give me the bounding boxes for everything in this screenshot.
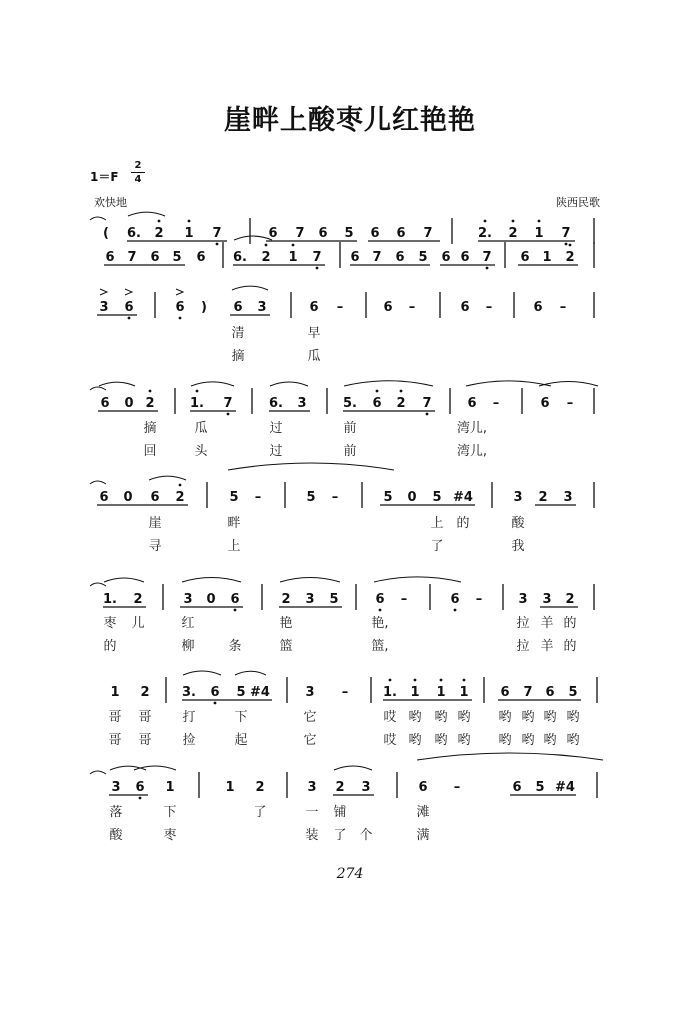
lyric-syllable: 条 [228, 639, 242, 654]
note: 6 [309, 300, 319, 315]
slur-arc [128, 212, 165, 216]
lyric-syllable: 畔 [227, 516, 241, 531]
note: 7 [127, 250, 137, 265]
slur-arc [417, 753, 603, 760]
lyric-syllable: 篮 [279, 639, 293, 654]
note: 6 [467, 396, 477, 411]
octave-dot-below [316, 267, 319, 270]
note: 1. [383, 685, 397, 700]
note: 7 [482, 250, 492, 265]
note: 5 [236, 685, 246, 700]
slur-arc [234, 236, 272, 240]
note: 3 [361, 780, 371, 795]
lyric-syllable: 了 [253, 805, 267, 820]
note: 1 [436, 685, 446, 700]
note: 7 [295, 226, 305, 241]
slur-arc [466, 381, 551, 386]
note: 5 [172, 250, 182, 265]
song-title: 崖畔上酸枣儿红艳艳 [224, 105, 476, 136]
pickup-tie [90, 217, 106, 220]
note: 6 [372, 396, 382, 411]
note: 6 [512, 780, 522, 795]
lyric-syllable: 上 [227, 539, 241, 554]
note: 6 [460, 300, 470, 315]
lyric-syllable: 哟 [543, 733, 557, 748]
slur-arc [99, 382, 135, 386]
slur-arc [374, 577, 461, 582]
octave-dot-above [414, 679, 417, 682]
lyric-syllable: 哟 [566, 710, 580, 725]
lyric-syllable: 湾儿, [456, 444, 488, 459]
note: 3 [563, 490, 573, 505]
pickup-tie [90, 481, 106, 484]
slur-arc [191, 382, 234, 386]
page-number: 274 [336, 866, 364, 882]
lyric-syllable: 儿 [131, 616, 145, 631]
octave-dot-above [484, 220, 487, 223]
lyric-syllable: 头 [194, 444, 208, 459]
note: 2 [261, 250, 271, 265]
note: 1. [190, 396, 204, 411]
tempo-marking: 欢快地 [94, 196, 127, 209]
lyric-syllable: 枣 [103, 616, 117, 631]
note: 5 [535, 780, 545, 795]
note: 2 [538, 490, 548, 505]
note: 1 [459, 685, 469, 700]
note: 5 [418, 250, 428, 265]
lyric-syllable: 它 [303, 710, 317, 725]
lyric-syllable: 哟 [408, 733, 422, 748]
lyric-syllable: 哎 [383, 710, 397, 725]
lyric-syllable: 打 [182, 710, 196, 725]
note: 2 [255, 780, 265, 795]
octave-dot-below [486, 267, 489, 270]
accent-mark [125, 289, 132, 295]
note: – [453, 780, 461, 795]
lyric-syllable: 过 [269, 421, 283, 436]
note: 6 [318, 226, 328, 241]
octave-dot-below [227, 413, 230, 416]
lyric-syllable: 哟 [408, 710, 422, 725]
lyric-syllable: 下 [163, 805, 177, 820]
lyric-syllable: 上 [430, 516, 444, 531]
note: – [336, 300, 344, 315]
lyric-syllable: 摘 [143, 421, 157, 436]
lyric-syllable: 一 [305, 805, 319, 820]
note: 5 [229, 490, 239, 505]
note: 6 [396, 226, 406, 241]
note: 6 [124, 300, 134, 315]
note: – [331, 490, 339, 505]
lyric-syllable: 篮, [371, 639, 389, 654]
note: 7 [223, 396, 233, 411]
note: 1 [410, 685, 420, 700]
lyric-syllable: 捡 [182, 733, 196, 748]
lyric-syllable: 哟 [521, 733, 535, 748]
slur-arc [334, 766, 372, 770]
note: 6 [233, 300, 243, 315]
octave-dot-above [400, 390, 403, 393]
lyric-syllable: 湾儿, [456, 421, 488, 436]
lyric-syllable: 清 [231, 326, 245, 341]
note: 2 [140, 685, 150, 700]
time-signature-bottom: 4 [134, 174, 142, 185]
accent-mark [176, 289, 183, 295]
octave-dot-below [426, 413, 429, 416]
note: 6 [441, 250, 451, 265]
note: 6 [150, 250, 160, 265]
note: – [341, 685, 349, 700]
lyric-syllable: 哥 [138, 733, 152, 748]
note: 6 [100, 396, 110, 411]
lyric-syllable: 哟 [457, 733, 471, 748]
lyric-syllable: 寻 [148, 539, 162, 554]
slur-arc [344, 381, 433, 386]
lyric-syllable: 哟 [521, 710, 535, 725]
note: 6 [500, 685, 510, 700]
note: 3 [307, 780, 317, 795]
note: 5 [383, 490, 393, 505]
note: 2 [396, 396, 406, 411]
note: 3 [518, 592, 528, 607]
slur-arc [270, 382, 308, 386]
note: 6 [350, 250, 360, 265]
note: 7 [422, 396, 432, 411]
time-signature-top: 2 [134, 160, 142, 171]
octave-dot-above [440, 679, 443, 682]
slur-arc [183, 671, 221, 675]
slur-arc [149, 476, 186, 480]
lyric-syllable: 滩 [416, 805, 430, 820]
note: 6 [540, 396, 550, 411]
note: 3 [542, 592, 552, 607]
lyric-syllable: 哟 [498, 733, 512, 748]
note: – [475, 592, 483, 607]
octave-dot-above [569, 244, 572, 247]
lyric-syllable: 它 [303, 733, 317, 748]
octave-dot-above [179, 484, 182, 487]
note: 6. [269, 396, 283, 411]
lyric-syllable: 哎 [383, 733, 397, 748]
note: 7 [212, 226, 222, 241]
note: 6 [196, 250, 206, 265]
slur-arc [182, 578, 241, 582]
note: 7 [523, 685, 533, 700]
note: – [566, 396, 574, 411]
note: 6 [418, 780, 428, 795]
octave-dot-above [376, 390, 379, 393]
lyric-syllable: 前 [343, 421, 357, 436]
lyric-syllable: 的 [563, 616, 577, 631]
octave-dot-below [179, 317, 182, 320]
note: 2 [145, 396, 155, 411]
note: 3 [257, 300, 267, 315]
lyric-syllable: 红 [181, 616, 195, 631]
lyric-syllable: 了 [333, 828, 347, 843]
note: 6 [450, 592, 460, 607]
note: 5 [344, 226, 354, 241]
lyric-syllable: 艳 [279, 616, 293, 631]
lyric-syllable: 酸 [511, 516, 525, 531]
note: #4 [555, 780, 575, 795]
pickup-tie [90, 583, 106, 586]
slur-arc [232, 286, 268, 290]
note: 1 [110, 685, 120, 700]
lyric-syllable: 哟 [457, 710, 471, 725]
note: 2 [154, 226, 164, 241]
lyric-syllable: 酸 [109, 828, 123, 843]
note: 3. [182, 685, 196, 700]
lyric-syllable: 哟 [498, 710, 512, 725]
lyric-syllable: 铺 [333, 805, 347, 820]
note: 0 [407, 490, 417, 505]
slur-arc [104, 578, 144, 582]
note: – [254, 490, 262, 505]
lyric-syllable: 的 [103, 639, 117, 654]
octave-dot-below [234, 609, 237, 612]
key-signature: 1＝F [90, 170, 119, 184]
octave-dot-below [216, 243, 219, 246]
lyric-syllable: 回 [143, 444, 157, 459]
lyric-syllable: 哟 [434, 733, 448, 748]
note: 0 [123, 490, 133, 505]
octave-dot-above [149, 390, 152, 393]
note: 5 [306, 490, 316, 505]
note: 2 [508, 226, 518, 241]
lyric-syllable: 瓜 [307, 349, 321, 364]
note: 2 [565, 592, 575, 607]
note: 6 [230, 592, 240, 607]
note: 2 [175, 490, 185, 505]
note: 1 [225, 780, 235, 795]
lyric-syllable: 起 [234, 733, 248, 748]
note: 6 [175, 300, 185, 315]
lyric-syllable: 柳 [181, 639, 195, 654]
note: 6 [520, 250, 530, 265]
note: 6 [135, 780, 145, 795]
note: 6 [375, 592, 385, 607]
lyric-syllable: 拉 [516, 616, 530, 631]
octave-dot-below [128, 317, 131, 320]
note: 3 [183, 592, 193, 607]
note: 2 [335, 780, 345, 795]
octave-dot-above [265, 244, 268, 247]
lyric-syllable: 的 [456, 516, 470, 531]
note: 2 [133, 592, 143, 607]
octave-dot-above [512, 220, 515, 223]
lyric-syllable: 的 [563, 639, 577, 654]
lyric-syllable: 哥 [108, 710, 122, 725]
slur-arc [134, 766, 176, 770]
note: 1 [165, 780, 175, 795]
octave-dot-below [214, 702, 217, 705]
lyric-syllable: 哟 [434, 710, 448, 725]
note: – [400, 592, 408, 607]
pickup-tie [90, 771, 106, 774]
note: 1 [184, 226, 194, 241]
song-origin: 陕西民歌 [556, 196, 600, 209]
slur-arc [228, 463, 394, 470]
lyric-syllable: 过 [269, 444, 283, 459]
note: #4 [453, 490, 473, 505]
octave-dot-above [158, 220, 161, 223]
note: 3 [305, 592, 315, 607]
note: 2 [281, 592, 291, 607]
lyric-syllable: 拉 [516, 639, 530, 654]
octave-dot-above [463, 679, 466, 682]
note: 7 [561, 226, 571, 241]
octave-dot-above [292, 244, 295, 247]
note: – [492, 396, 500, 411]
lyric-syllable: 瓜 [194, 421, 208, 436]
note: 7 [372, 250, 382, 265]
note: 3 [513, 490, 523, 505]
note: 6 [545, 685, 555, 700]
note: – [408, 300, 416, 315]
lyric-syllable: 枣 [163, 828, 177, 843]
note: 2. [478, 226, 492, 241]
note: 3 [99, 300, 109, 315]
note: 6 [150, 490, 160, 505]
slur-arc [235, 671, 266, 675]
lyric-syllable: 装 [305, 828, 319, 843]
note: 7 [423, 226, 433, 241]
note: 6. [233, 250, 247, 265]
note: 0 [124, 396, 134, 411]
lyric-syllable: 前 [343, 444, 357, 459]
note: 0 [206, 592, 216, 607]
note: 5 [568, 685, 578, 700]
accent-mark [100, 289, 107, 295]
note: 6. [127, 226, 141, 241]
note: 5. [343, 396, 357, 411]
note: 1. [103, 592, 117, 607]
note: 7 [312, 250, 322, 265]
note: 3 [297, 396, 307, 411]
lyric-syllable: 摘 [231, 349, 245, 364]
pickup-tie [90, 387, 106, 390]
note: 5 [432, 490, 442, 505]
lyric-syllable: 落 [109, 805, 123, 820]
note: 5 [329, 592, 339, 607]
lyric-syllable: 哥 [138, 710, 152, 725]
octave-dot-below [139, 797, 142, 800]
lyric-syllable: 早 [307, 326, 321, 341]
lyric-syllable: 崖 [148, 516, 162, 531]
lyric-syllable: 哟 [566, 733, 580, 748]
octave-dot-above [538, 220, 541, 223]
lyric-syllable: 个 [359, 828, 373, 843]
octave-dot-above [196, 390, 199, 393]
note: 2 [565, 250, 575, 265]
note: ) [201, 300, 207, 315]
note: 6 [268, 226, 278, 241]
note: 6 [460, 250, 470, 265]
note: – [559, 300, 567, 315]
octave-dot-below [379, 609, 382, 612]
note: 6 [383, 300, 393, 315]
note: – [485, 300, 493, 315]
note: 1 [534, 226, 544, 241]
note: 6 [370, 226, 380, 241]
octave-dot-below [565, 243, 568, 246]
note: 6 [105, 250, 115, 265]
note: 6 [210, 685, 220, 700]
lyric-syllable: 了 [430, 539, 444, 554]
note: 3 [111, 780, 121, 795]
lyric-syllable: 哟 [543, 710, 557, 725]
lyric-syllable: 羊 [540, 639, 554, 654]
lyric-syllable: 我 [511, 539, 525, 554]
note: 1 [288, 250, 298, 265]
note: #4 [250, 685, 270, 700]
lyric-syllable: 满 [416, 828, 430, 843]
lyric-syllable: 哥 [108, 733, 122, 748]
lyric-syllable: 下 [234, 710, 248, 725]
note: 6 [533, 300, 543, 315]
note: ( [103, 226, 109, 241]
note: 1 [542, 250, 552, 265]
slur-arc [280, 578, 340, 583]
lyric-syllable: 艳, [371, 616, 389, 631]
octave-dot-below [454, 609, 457, 612]
octave-dot-above [389, 679, 392, 682]
octave-dot-above [188, 220, 191, 223]
note: 6 [99, 490, 109, 505]
lyric-syllable: 羊 [540, 616, 554, 631]
note: 6 [395, 250, 405, 265]
note: 3 [305, 685, 315, 700]
